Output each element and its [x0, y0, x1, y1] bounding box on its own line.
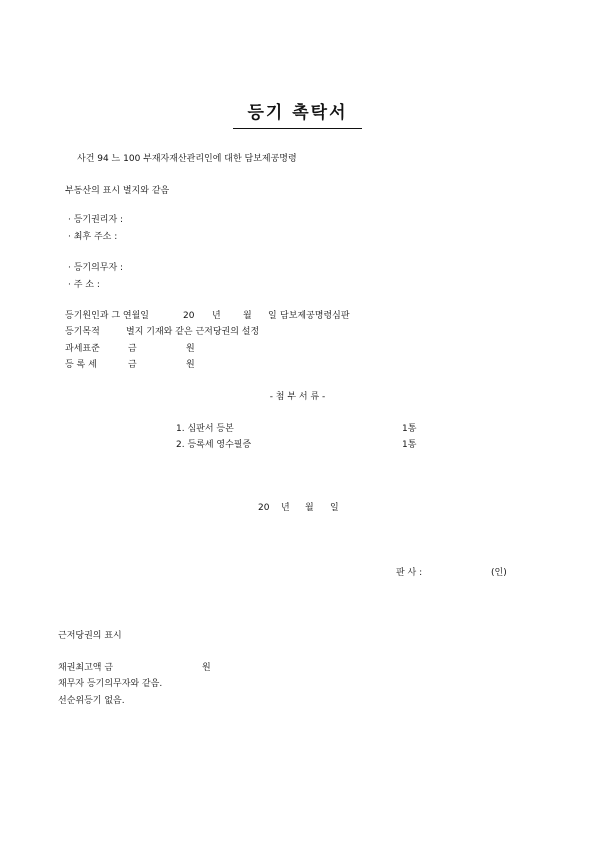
- cause-year-unit: 년: [212, 311, 221, 321]
- purpose-label: 등기목적: [65, 327, 100, 337]
- judge-seal: (인): [491, 568, 507, 578]
- cause-day-unit: 일: [268, 311, 277, 321]
- attachments-header: - 첨 부 서 류 -: [269, 392, 326, 402]
- attachment-item-count: 1통: [402, 440, 417, 450]
- holder-address-label: · 최후 주소 :: [68, 232, 118, 242]
- date-day-unit: 일: [330, 503, 339, 513]
- mortgage-debtor: 채무자 등기의무자와 같음.: [58, 679, 163, 689]
- judge-label: 판 사 :: [396, 568, 423, 578]
- reg-tax-label: 등 록 세: [65, 360, 97, 370]
- obligor-label: · 등기의무자 :: [68, 263, 124, 273]
- attachment-item-count: 1통: [402, 424, 417, 434]
- tax-base-unit: 원: [186, 344, 195, 354]
- mortgage-max-amount-unit: 원: [202, 663, 211, 673]
- date-year-prefix: 20: [258, 503, 270, 513]
- holder-label: · 등기권리자 :: [68, 215, 124, 225]
- cause-label: 등기원인과 그 연월일: [65, 311, 149, 321]
- cause-year-prefix: 20: [183, 311, 195, 321]
- attachment-item-name: 2. 등록세 영수필증: [176, 440, 252, 450]
- date-month-unit: 월: [305, 503, 314, 513]
- mortgage-header: 근저당권의 표시: [58, 631, 122, 641]
- cause-reason: 담보제공명령심판: [280, 311, 350, 321]
- purpose-value: 별지 기재와 같은 근저당권의 설정: [126, 327, 260, 337]
- reg-tax-amount-label: 금: [128, 360, 137, 370]
- attachment-item-name: 1. 심판서 등본: [176, 424, 234, 434]
- reg-tax-unit: 원: [186, 360, 195, 370]
- document-title: 등기 촉탁서: [247, 103, 348, 123]
- case-line: 사건 94 느 100 부재자재산관리인에 대한 담보제공명령: [77, 154, 297, 164]
- tax-base-amount-label: 금: [128, 344, 137, 354]
- date-year-unit: 년: [281, 503, 290, 513]
- title-underline: [233, 128, 362, 129]
- mortgage-max-amount-label: 채권최고액 금: [58, 663, 114, 673]
- mortgage-prior: 선순위등기 없음.: [58, 696, 125, 706]
- obligor-address-label: · 주 소 :: [68, 280, 100, 290]
- cause-month-unit: 월: [243, 311, 252, 321]
- property-line: 부동산의 표시 별지와 같음: [65, 186, 170, 196]
- tax-base-label: 과세표준: [65, 344, 100, 354]
